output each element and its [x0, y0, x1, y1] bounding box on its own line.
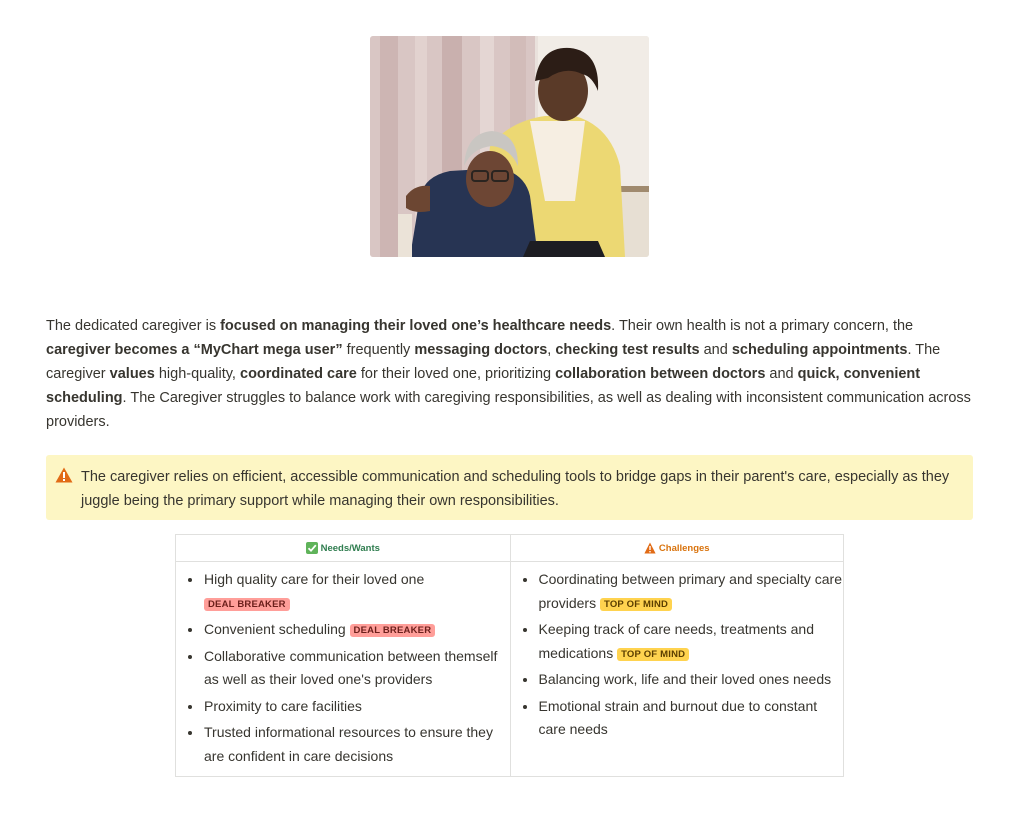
list-item-text: Collaborative communication between themself as well as their loved one's providers [204, 647, 498, 687]
deal-breaker-badge: DEAL BREAKER [204, 598, 290, 611]
challenges-list [511, 568, 844, 742]
emphasis-text: caregiver becomes a “MyChart mega user” [46, 342, 343, 358]
emphasis-text: checking test results [555, 342, 700, 358]
list-item [538, 668, 844, 692]
list-item-text: Keeping track of care needs, treatments and medications [538, 621, 814, 661]
body-text: for their loved one, prioritizing [356, 366, 556, 382]
body-text: The dedicated caregiver is [46, 318, 221, 334]
list-item-text: High quality care for their loved one [204, 571, 425, 587]
list-item-text: Proximity to care facilities [204, 697, 362, 714]
needs-title: Needs/Wants [320, 542, 380, 554]
body-text: and [765, 366, 798, 382]
body-text: frequently [342, 342, 415, 358]
persona-description [46, 314, 976, 434]
hero-photo [370, 36, 649, 257]
list-item-text: Coordinating between primary and specialty care providers [538, 571, 842, 611]
list-item [203, 695, 510, 719]
list-item-text: Balancing work, life and their loved ones needs [538, 671, 832, 687]
list-item [538, 568, 844, 615]
list-item-text: Emotional strain and burnout due to constant care needs [538, 697, 818, 737]
body-text: , [547, 342, 556, 358]
needs-column [176, 535, 510, 776]
challenges-column [510, 535, 844, 776]
body-text: high-quality, [154, 366, 240, 382]
challenges-title: Challenges [658, 542, 710, 554]
emphasis-text: collaboration between doctors [555, 366, 766, 382]
body-text: and [699, 342, 732, 358]
emphasis-text: scheduling appointments [731, 342, 908, 358]
needs-header [176, 535, 510, 562]
list-item-text: Convenient scheduling [204, 621, 346, 637]
emphasis-text: values [109, 366, 155, 382]
needs-list [176, 568, 510, 768]
list-item [538, 618, 844, 665]
check-icon [306, 542, 318, 554]
body-text: . The Caregiver struggles to balance work with caregiving responsibilities, as well as dealing with inconsistent communication across providers. [46, 390, 971, 430]
body-text: . Their own health is not a primary concern, the [611, 318, 914, 334]
list-item [203, 645, 510, 692]
list-item-text: Trusted informational resources to ensure they are confident in care decisions [204, 724, 493, 764]
caregiver-photo-illustration [370, 36, 649, 257]
emphasis-text: focused on managing their loved one’s healthcare needs [220, 318, 612, 334]
warning-icon [644, 542, 656, 554]
deal-breaker-badge: DEAL BREAKER [350, 624, 436, 637]
callout-text: The caregiver relies on efficient, accessible communication and scheduling tools to bridge gaps in their parent's care, especially as they juggle being the primary support while managing their own responsibilities. [81, 469, 950, 509]
body-text: . The caregiver [46, 342, 941, 382]
list-item [203, 721, 510, 768]
emphasis-text: coordinated care [240, 366, 357, 382]
emphasis-text: quick, convenient scheduling [46, 366, 921, 406]
challenges-header [511, 535, 844, 562]
callout-box [46, 455, 973, 520]
emphasis-text: messaging doctors [414, 342, 548, 358]
needs-challenges-table [175, 534, 844, 777]
list-item [203, 618, 510, 642]
list-item [203, 568, 510, 615]
list-item [538, 695, 844, 742]
warning-icon [55, 467, 73, 483]
top-of-mind-badge: TOP OF MIND [600, 598, 672, 611]
top-of-mind-badge: TOP OF MIND [617, 648, 689, 661]
